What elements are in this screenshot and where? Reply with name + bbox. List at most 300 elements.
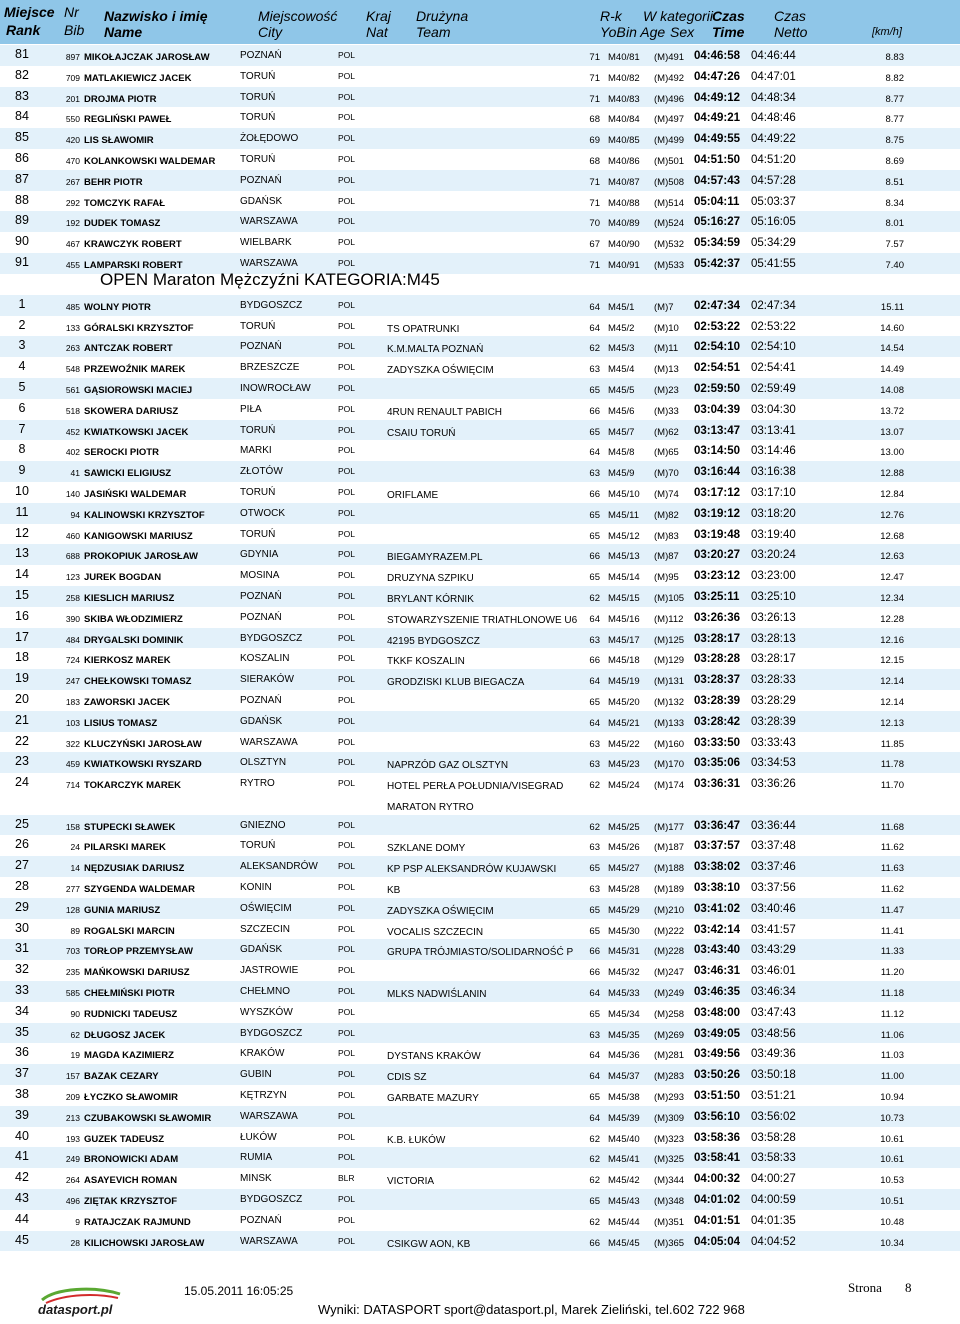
cell-team: KB [387, 885, 401, 897]
cell-cat: M45/22 [608, 738, 640, 750]
cell-bib: 459 [65, 759, 80, 770]
cell-kmh: 11.47 [880, 904, 904, 916]
cell-nat: POL [338, 590, 356, 601]
cell-name: STUPECKI SŁAWEK [84, 821, 176, 833]
cell-nat: BLR [338, 1173, 355, 1184]
cell-rank: 5 [18, 379, 26, 394]
cell-cat: M45/19 [608, 676, 640, 688]
cell-cat: M45/23 [608, 759, 640, 771]
cell-rank: 44 [15, 1211, 29, 1226]
table-row [0, 149, 960, 170]
cell-name: KWIATKOWSKI RYSZARD [84, 759, 202, 771]
cell-city: BYDGOSZCZ [240, 1194, 303, 1206]
cell-kmh: 12.34 [880, 592, 904, 604]
cell-name: NĘDZUSIAK DARIUSZ [84, 863, 185, 875]
cell-name: TOKARCZYK MAREK [84, 780, 181, 792]
cell-bib: 140 [65, 488, 80, 499]
cell-city: ŁUKÓW [240, 1131, 277, 1143]
cell-netto: 03:41:57 [751, 923, 796, 936]
cell-time: 04:57:43 [694, 174, 741, 187]
cell-netto: 03:18:20 [751, 507, 796, 520]
table-row [0, 856, 960, 877]
cell-netto: 03:28:17 [751, 653, 796, 666]
cell-team: BRYLANT KÓRNIK [387, 593, 474, 605]
cell-rank: 39 [15, 1107, 29, 1122]
cell-time: 03:43:40 [694, 944, 741, 957]
cell-yob: 62 [589, 1133, 600, 1145]
cell-bib: 201 [65, 93, 80, 104]
cell-bib: 390 [65, 613, 80, 624]
cell-yob: 66 [589, 551, 600, 563]
cell-team: CSAIU TORUŃ [387, 427, 456, 439]
cell-time: 03:35:06 [694, 757, 741, 770]
cell-nat: POL [338, 1235, 356, 1246]
cell-rank: 27 [15, 858, 29, 873]
cell-kmh: 11.85 [880, 738, 904, 750]
cell-cat: M45/25 [608, 821, 640, 833]
cell-netto: 03:48:56 [751, 1027, 796, 1040]
cell-time: 03:49:05 [694, 1027, 741, 1040]
cell-sex: (M)125 [654, 634, 685, 646]
cell-name: JASIŃSKI WALDEMAR [84, 488, 187, 500]
cell-rank: 38 [15, 1087, 29, 1102]
cell-kmh: 11.41 [880, 925, 904, 937]
cell-time: 03:04:39 [694, 403, 741, 416]
cell-bib: 157 [65, 1071, 80, 1082]
cell-cat: M45/43 [608, 1196, 640, 1208]
cell-netto: 03:19:40 [751, 528, 796, 541]
cell-kmh: 10.53 [880, 1175, 904, 1187]
cell-sex: (M)269 [654, 1029, 685, 1041]
cell-cat: M45/6 [608, 405, 635, 417]
cell-city: ZŁOTÓW [240, 466, 283, 478]
cell-yob: 64 [589, 1071, 600, 1083]
cell-name: TORŁOP PRZEMYSŁAW [84, 946, 193, 958]
cell-rank: 26 [15, 837, 29, 852]
header-city-pl: Miejscowość [258, 8, 338, 24]
cell-netto: 04:00:27 [751, 1173, 796, 1186]
cell-cat: M40/87 [608, 176, 640, 188]
group-m45 [0, 295, 960, 1252]
cell-rank: 24 [15, 775, 29, 790]
cell-bib: 709 [65, 72, 80, 83]
cell-city: OTWOCK [240, 507, 285, 519]
cell-name: GÓRALSKI KRZYSZTOF [84, 322, 194, 334]
cell-time: 03:58:41 [694, 1152, 741, 1165]
cell-sex: (M)323 [654, 1133, 685, 1145]
cell-cat: M45/28 [608, 884, 640, 896]
cell-yob: 65 [589, 863, 600, 875]
cell-yob: 62 [589, 343, 600, 355]
cell-sex: (M)497 [654, 114, 685, 126]
cell-kmh: 10.94 [880, 1092, 904, 1104]
cell-city: POZNAŃ [240, 174, 282, 186]
cell-kmh: 12.68 [880, 530, 904, 542]
cell-yob: 64 [589, 717, 600, 729]
cell-time: 04:47:26 [694, 70, 741, 83]
cell-sex: (M)533 [654, 259, 685, 271]
cell-nat: POL [338, 133, 356, 144]
cell-netto: 04:46:44 [751, 50, 796, 62]
cell-cat: M45/21 [608, 717, 640, 729]
cell-yob: 66 [589, 1237, 600, 1249]
cell-nat: POL [338, 653, 356, 664]
cell-city: WYSZKÓW [240, 1006, 293, 1018]
table-row [0, 690, 960, 711]
cell-kmh: 8.82 [885, 72, 904, 84]
cell-bib: 89 [70, 925, 80, 936]
cell-netto: 05:16:05 [751, 216, 796, 229]
cell-kmh: 8.69 [885, 155, 904, 167]
cell-cat: M40/91 [608, 259, 640, 271]
cell-time: 03:36:47 [694, 819, 741, 832]
cell-time: 03:17:12 [694, 486, 741, 499]
cell-sex: (M)133 [654, 717, 685, 729]
header-name-pl: Nazwisko i imię [104, 8, 208, 24]
cell-city: TORUŃ [240, 424, 276, 436]
cell-kmh: 10.61 [880, 1133, 904, 1145]
cell-sex: (M)65 [654, 447, 679, 459]
cell-rank: 89 [15, 213, 29, 228]
cell-bib: 94 [70, 509, 80, 520]
cell-sex: (M)281 [654, 1050, 685, 1062]
table-row [0, 877, 960, 898]
cell-city: BYDGOSZCZ [240, 1027, 303, 1039]
cell-kmh: 12.13 [880, 717, 904, 729]
cell-sex: (M)129 [654, 655, 685, 667]
table-row [0, 45, 960, 66]
cell-name: KIERKOSZ MAREK [84, 655, 171, 667]
cell-sex: (M)7 [654, 301, 674, 313]
cell-rank: 82 [15, 67, 29, 82]
cell-netto: 04:51:20 [751, 153, 796, 166]
cell-time: 03:38:10 [694, 882, 741, 895]
cell-nat: POL [338, 611, 356, 622]
cell-bib: 128 [65, 904, 80, 915]
cell-sex: (M)228 [654, 946, 685, 958]
cell-rank: 91 [15, 254, 29, 269]
cell-yob: 71 [589, 259, 600, 271]
cell-kmh: 11.03 [880, 1050, 904, 1062]
cell-sex: (M)344 [654, 1175, 685, 1187]
cell-sex: (M)258 [654, 1008, 685, 1020]
header-city-en: City [258, 24, 283, 40]
cell-netto: 02:59:49 [751, 382, 796, 395]
cell-kmh: 13.72 [880, 405, 904, 417]
cell-team: NAPRZÓD GAZ OLSZTYN [387, 760, 509, 772]
cell-city: WARSZAWA [240, 736, 298, 748]
cell-netto: 04:00:59 [751, 1194, 796, 1207]
cell-sex: (M)348 [654, 1196, 685, 1208]
cell-rank: 15 [15, 587, 29, 602]
header-cat-pl: W kategorii [643, 8, 714, 24]
cell-cat: M45/3 [608, 343, 635, 355]
cell-netto: 03:13:41 [751, 424, 796, 437]
header-name-en: Name [104, 24, 143, 40]
cell-cat: M40/84 [608, 114, 640, 126]
table-row [0, 295, 960, 316]
cell-bib: 28 [70, 1237, 80, 1248]
cell-bib: 9 [75, 1216, 80, 1227]
cell-netto: 03:43:29 [751, 944, 796, 957]
cell-team: TS OPATRUNKI [387, 323, 460, 335]
cell-time: 02:54:51 [694, 362, 741, 375]
cell-nat: POL [338, 778, 356, 789]
cell-rank: 34 [15, 1003, 29, 1018]
cell-name: MIKOŁAJCZAK JAROSŁAW [84, 52, 210, 63]
cell-nat: POL [338, 1090, 356, 1101]
cell-yob: 66 [589, 655, 600, 667]
cell-cat: M45/45 [608, 1237, 640, 1249]
cell-rank: 19 [15, 671, 29, 686]
cell-city: TORUŃ [240, 320, 276, 332]
cell-rank: 11 [15, 504, 29, 519]
cell-yob: 64 [589, 613, 600, 625]
cell-yob: 71 [589, 176, 600, 188]
cell-rank: 25 [15, 816, 29, 831]
cell-yob: 70 [589, 218, 600, 230]
cell-kmh: 12.88 [880, 468, 904, 480]
cell-kmh: 15.11 [880, 301, 904, 313]
cell-kmh: 10.73 [880, 1112, 904, 1124]
cell-kmh: 7.40 [885, 259, 904, 271]
cell-nat: POL [338, 1194, 356, 1205]
cell-city: CHEŁMNO [240, 986, 291, 998]
cell-bib: 103 [65, 717, 80, 728]
cell-netto: 02:47:34 [751, 299, 796, 312]
cell-time: 03:19:12 [694, 507, 741, 520]
cell-bib: 133 [65, 322, 80, 333]
cell-sex: (M)189 [654, 884, 685, 896]
cell-name: PRZEWOŹNIK MAREK [84, 364, 186, 376]
cell-name: CHEŁMIŃSKI PIOTR [84, 988, 175, 1000]
cell-name: TOMCZYK RAFAŁ [84, 197, 166, 209]
cell-time: 03:50:26 [694, 1069, 741, 1082]
cell-city: GDAŃSK [240, 195, 283, 207]
cell-time: 05:42:37 [694, 257, 741, 270]
table-row [0, 565, 960, 586]
logo-text: datasport.pl [38, 1302, 113, 1317]
cell-yob: 66 [589, 946, 600, 958]
cell-cat: M40/83 [608, 93, 640, 105]
cell-kmh: 10.51 [880, 1196, 904, 1208]
cell-rank: 8 [18, 442, 26, 457]
cell-nat: POL [338, 694, 356, 705]
cell-team: DRUZYNA SZPIKU [387, 573, 474, 585]
cell-nat: POL [338, 570, 356, 581]
cell-kmh: 12.63 [880, 551, 904, 563]
cell-sex: (M)499 [654, 135, 685, 147]
cell-nat: POL [338, 50, 356, 60]
cell-nat: POL [338, 382, 356, 393]
cell-cat: M40/88 [608, 197, 640, 209]
cell-rank: 1 [18, 296, 26, 311]
cell-name: RUDNICKI TADEUSZ [84, 1008, 178, 1020]
cell-team: CDIS SZ [387, 1072, 427, 1084]
cell-kmh: 13.00 [880, 447, 904, 459]
cell-city: GNIEZNO [240, 819, 286, 831]
table-row [0, 628, 960, 649]
cell-netto: 04:01:35 [751, 1214, 796, 1227]
cell-nat: POL [338, 70, 356, 81]
cell-team: K.B. ŁUKÓW [387, 1134, 446, 1146]
cell-city: TORUŃ [240, 91, 276, 103]
cell-sex: (M)491 [654, 52, 685, 63]
table-row [0, 336, 960, 357]
cell-sex: (M)160 [654, 738, 685, 750]
cell-name: KILICHOWSKI JAROSŁAW [84, 1237, 205, 1249]
cell-sex: (M)70 [654, 468, 679, 480]
cell-name: MATLAKIEWICZ JACEK [84, 72, 192, 84]
cell-time: 03:42:14 [694, 923, 741, 936]
cell-cat: M45/17 [608, 634, 640, 646]
cell-sex: (M)325 [654, 1154, 685, 1166]
cell-city: KOSZALIN [240, 653, 290, 665]
cell-yob: 66 [589, 488, 600, 500]
cell-city: RUMIA [240, 1152, 273, 1164]
cell-yob: 64 [589, 676, 600, 688]
cell-name: GUNIA MARIUSZ [84, 904, 161, 916]
cell-rank: 22 [15, 733, 29, 748]
cell-time: 03:28:39 [694, 694, 741, 707]
table-row [0, 1043, 960, 1064]
table-row [0, 170, 960, 191]
cell-sex: (M)177 [654, 821, 685, 833]
header-nat-en: Nat [366, 24, 388, 40]
cell-bib: 496 [65, 1196, 80, 1207]
cell-kmh: 12.76 [880, 509, 904, 521]
cell-nat: POL [338, 965, 356, 976]
cell-nat: POL [338, 632, 356, 643]
cell-time: 03:20:27 [694, 549, 741, 562]
cell-netto: 02:54:41 [751, 362, 796, 375]
cell-nat: POL [338, 1069, 356, 1080]
cell-time: 03:25:11 [694, 590, 740, 603]
cell-nat: POL [338, 486, 356, 497]
cell-city: BRZESZCZE [240, 362, 300, 374]
cell-time: 05:16:27 [694, 216, 741, 229]
table-row [0, 1231, 960, 1252]
cell-name: DROJMA PIOTR [84, 93, 157, 105]
cell-cat: M45/15 [608, 592, 640, 604]
cell-city: POZNAŃ [240, 590, 282, 602]
cell-sex: (M)23 [654, 384, 679, 396]
cell-sex: (M)74 [654, 488, 679, 500]
cell-netto: 03:17:10 [751, 486, 796, 499]
cell-team: BIEGAMYRAZEM.PL [387, 552, 483, 564]
cell-time: 03:37:57 [694, 840, 741, 853]
cell-rank: 32 [15, 962, 29, 977]
cell-time: 04:51:50 [694, 153, 741, 166]
cell-kmh: 7.57 [885, 239, 904, 251]
cell-team: GRODZISKI KLUB BIEGACZA [387, 677, 525, 689]
cell-team: CSIKGW AON, KB [387, 1238, 471, 1250]
cell-sex: (M)10 [654, 322, 679, 334]
cell-cat: M45/29 [608, 904, 640, 916]
cell-bib: 277 [65, 884, 80, 895]
cell-netto: 03:23:00 [751, 570, 796, 583]
cell-yob: 62 [589, 1216, 600, 1228]
cell-netto: 03:14:46 [751, 445, 796, 458]
table-row [0, 648, 960, 669]
cell-kmh: 14.08 [880, 384, 904, 396]
cell-netto: 03:36:44 [751, 819, 796, 832]
cell-netto: 03:37:56 [751, 882, 796, 895]
cell-netto: 03:50:18 [751, 1069, 796, 1082]
cell-name: MAGDA KAZIMIERZ [84, 1050, 174, 1062]
cell-sex: (M)188 [654, 863, 685, 875]
cell-rank: 30 [15, 920, 29, 935]
cell-bib: 249 [65, 1154, 80, 1165]
cell-nat: POL [338, 153, 356, 164]
cell-netto: 03:58:33 [751, 1152, 796, 1165]
cell-netto: 03:16:38 [751, 466, 796, 479]
cell-cat: M45/10 [608, 488, 640, 500]
cell-bib: 247 [65, 676, 80, 687]
table-row [0, 232, 960, 253]
cell-time: 04:49:21 [694, 112, 741, 125]
cell-bib: 485 [65, 301, 80, 312]
cell-yob: 65 [589, 572, 600, 584]
table-row [0, 191, 960, 212]
table-row [0, 1147, 960, 1168]
table-row [0, 378, 960, 399]
cell-time: 04:49:12 [694, 91, 741, 104]
cell-cat: M40/89 [608, 218, 640, 230]
cell-name: PROKOPIUK JAROSŁAW [84, 551, 199, 563]
cell-time: 03:14:50 [694, 445, 741, 458]
cell-yob: 64 [589, 301, 600, 313]
table-row [0, 1210, 960, 1231]
cell-rank: 90 [15, 234, 29, 249]
table-row [0, 1064, 960, 1085]
cell-time: 04:49:55 [694, 133, 741, 146]
cell-yob: 65 [589, 696, 600, 708]
cell-kmh: 14.60 [880, 322, 904, 334]
cell-sex: (M)131 [654, 676, 685, 688]
cell-kmh: 12.16 [880, 634, 904, 646]
cell-name: ZAWORSKI JACEK [84, 696, 171, 708]
table-row [0, 420, 960, 441]
cell-kmh: 11.18 [880, 988, 904, 1000]
cell-kmh: 8.51 [885, 176, 904, 188]
cell-city: OLSZTYN [240, 757, 287, 769]
cell-sex: (M)249 [654, 988, 685, 1000]
cell-sex: (M)222 [654, 925, 685, 937]
cell-kmh: 14.49 [880, 364, 904, 376]
cell-yob: 63 [589, 634, 600, 646]
cell-sex: (M)132 [654, 696, 685, 708]
cell-bib: 90 [70, 1008, 80, 1019]
section-title: OPEN Maraton Mężczyźni KATEGORIA:M45 [100, 269, 440, 289]
cell-rank: 14 [15, 567, 29, 582]
table-row [0, 1002, 960, 1023]
cell-cat: M45/42 [608, 1175, 640, 1187]
cell-rank: 81 [15, 47, 29, 61]
cell-cat: M40/81 [608, 52, 640, 63]
cell-name: ZIĘTAK KRZYSZTOF [84, 1196, 178, 1208]
cell-name: ROGALSKI MARCIN [84, 925, 175, 937]
table-row [0, 981, 960, 1002]
cell-sex: (M)365 [654, 1237, 685, 1249]
group-m40 [0, 45, 960, 274]
cell-cat: M45/11 [608, 509, 639, 521]
cell-city: KĘTRZYN [240, 1090, 287, 1102]
cell-bib: 267 [65, 176, 80, 187]
table-row [0, 399, 960, 420]
cell-kmh: 11.20 [880, 967, 904, 979]
cell-bib: 470 [65, 155, 80, 166]
